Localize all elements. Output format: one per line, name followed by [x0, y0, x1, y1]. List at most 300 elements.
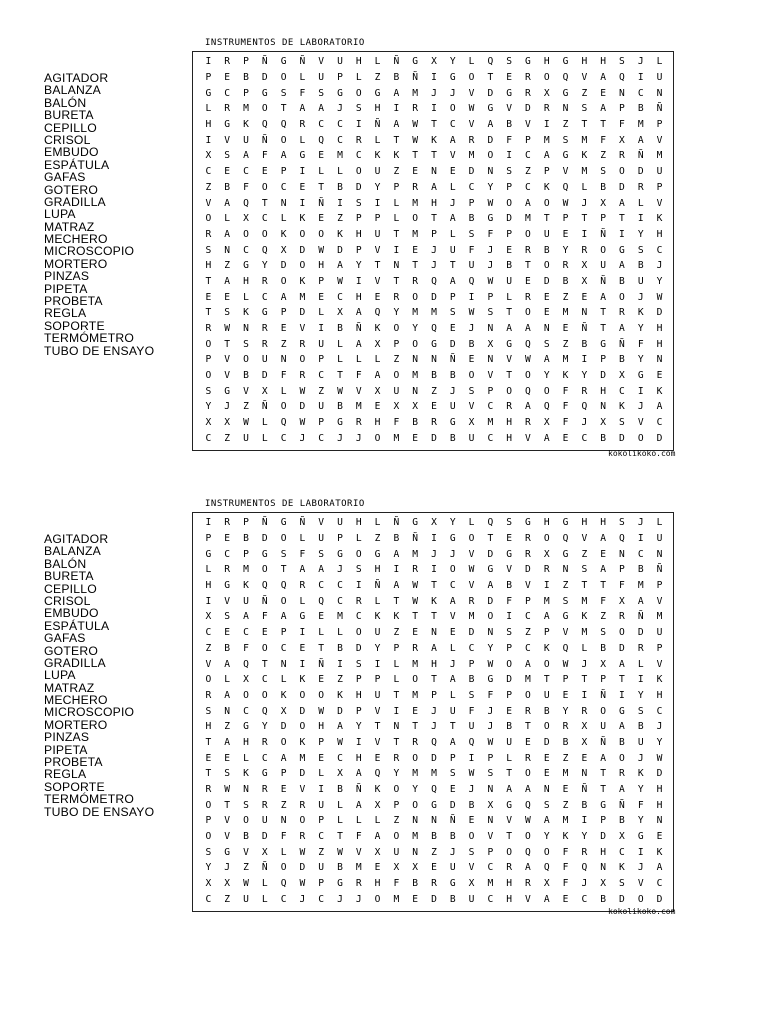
grid-cell: U [449, 244, 456, 256]
grid-cell: A [619, 721, 625, 733]
grid-cell: O [525, 228, 531, 240]
grid-cell: P [205, 72, 212, 84]
grid-cell: W [412, 595, 419, 607]
grid-cell: D [487, 87, 494, 99]
grid-cell: M [412, 768, 419, 780]
grid-cell: P [280, 307, 287, 319]
grid-cell: H [205, 260, 212, 272]
grid-cell: R [412, 736, 419, 748]
grid-cell: E [412, 432, 419, 444]
grid-cell: C [525, 611, 531, 623]
grid-cell: H [600, 56, 607, 68]
grid-cell: H [243, 736, 249, 748]
grid-cell: H [656, 228, 663, 240]
grid-row [199, 829, 669, 845]
grid-cell: J [431, 705, 437, 717]
grid-cell: J [637, 517, 644, 529]
grid-cell: T [318, 642, 325, 654]
grid-cell: P [506, 689, 513, 701]
grid-cell: T [581, 674, 588, 686]
grid-cell: R [619, 611, 625, 623]
grid-cell: U [318, 401, 325, 413]
grid-cell: L [656, 517, 663, 529]
grid-cell: X [581, 275, 588, 287]
grid-cell: K [656, 213, 663, 225]
word-list-item: ESPÁTULA [44, 157, 110, 172]
grid-cell: E [374, 862, 381, 874]
grid-cell: R [581, 705, 588, 717]
grid-cell: W [243, 417, 249, 429]
grid-cell: Q [318, 595, 325, 607]
grid-cell: O [619, 752, 625, 764]
grid-cell: H [355, 56, 362, 68]
grid-cell: G [506, 548, 513, 560]
grid-cell: O [280, 595, 287, 607]
grid-cell: F [243, 642, 249, 654]
grid-cell: V [525, 432, 531, 444]
grid-cell: L [337, 338, 343, 350]
grid-cell: G [525, 56, 531, 68]
grid-cell: E [449, 323, 456, 335]
grid-cell: X [412, 401, 419, 413]
grid-cell: M [337, 611, 343, 623]
grid-cell: O [506, 385, 513, 397]
grid-cell: B [581, 338, 588, 350]
grid-cell: Y [487, 181, 494, 193]
grid-cell: C [525, 642, 531, 654]
grid-cell: N [280, 658, 287, 670]
grid-cell: E [299, 642, 306, 654]
grid-cell: L [581, 181, 588, 193]
grid-cell: C [355, 150, 362, 162]
grid-cell: W [299, 385, 306, 397]
grid-cell: Z [562, 338, 569, 350]
grid-cell: F [487, 689, 494, 701]
grid-cell: B [600, 181, 607, 193]
grid-cell: U [337, 56, 343, 68]
grid-cell: D [600, 370, 607, 382]
grid-cell: O [261, 642, 268, 654]
grid-cell: I [299, 197, 306, 209]
grid-cell: C [261, 752, 268, 764]
grid-cell: F [355, 831, 362, 843]
grid-cell: W [656, 752, 663, 764]
grid-cell: P [355, 244, 362, 256]
grid-cell: P [318, 878, 325, 890]
grid-cell: O [355, 548, 362, 560]
grid-cell: U [637, 275, 644, 287]
word-list-item: BALANZA [44, 544, 101, 559]
grid-cell: V [562, 166, 569, 178]
grid-cell: M [412, 831, 419, 843]
grid-cell: O [205, 831, 212, 843]
grid-cell: E [280, 323, 287, 335]
grid-cell: L [224, 213, 231, 225]
grid-cell: R [543, 564, 550, 576]
grid-cell: A [337, 260, 343, 272]
grid-cell: U [543, 228, 550, 240]
grid-cell: X [337, 768, 343, 780]
grid-cell: O [243, 815, 249, 827]
grid-row [199, 321, 669, 337]
grid-cell: R [393, 752, 400, 764]
grid-cell: P [656, 181, 663, 193]
grid-cell: V [656, 197, 663, 209]
grid-cell: Y [637, 323, 644, 335]
grid-cell: O [637, 893, 644, 905]
grid-cell: N [600, 862, 607, 874]
grid-cell: H [318, 721, 325, 733]
grid-cell: A [299, 564, 306, 576]
grid-cell: K [393, 611, 400, 623]
grid-cell: R [261, 338, 268, 350]
grid-cell: V [449, 150, 456, 162]
grid-cell: D [261, 72, 268, 84]
word-list-item: LUPA [44, 668, 76, 683]
grid-cell: G [619, 244, 625, 256]
grid-cell: K [543, 642, 550, 654]
grid-cell: R [581, 846, 588, 858]
grid-cell: A [299, 103, 306, 115]
grid-cell: D [449, 799, 456, 811]
grid-cell: H [205, 119, 212, 131]
grid-cell: C [280, 642, 287, 654]
word-list-item: MICROSCOPIO [44, 244, 135, 259]
grid-cell: C [224, 548, 231, 560]
grid-cell: O [506, 846, 513, 858]
grid-cell: Y [637, 354, 644, 366]
grid-cell: M [412, 197, 419, 209]
grid-cell: Z [243, 862, 249, 874]
grid-row [199, 211, 669, 227]
grid-cell: V [374, 705, 381, 717]
grid-cell: N [431, 354, 437, 366]
grid-row [199, 305, 669, 321]
grid-cell: D [619, 432, 625, 444]
grid-cell: Ñ [656, 564, 663, 576]
grid-cell: O [280, 862, 287, 874]
grid-cell: Q [431, 275, 437, 287]
grid-cell: B [337, 642, 343, 654]
grid-cell: C [656, 878, 663, 890]
grid-row [199, 562, 669, 578]
grid-cell: W [487, 275, 494, 287]
grid-cell: L [374, 56, 381, 68]
grid-cell: D [299, 768, 306, 780]
grid-row [199, 625, 669, 641]
grid-cell: U [449, 862, 456, 874]
grid-cell: K [374, 784, 381, 796]
grid-cell: M [412, 548, 419, 560]
grid-cell: E [224, 627, 231, 639]
grid-cell: H [506, 878, 513, 890]
grid-cell: H [355, 291, 362, 303]
grid-cell: K [656, 385, 663, 397]
grid-cell: J [299, 893, 306, 905]
grid-row [199, 70, 669, 86]
grid-cell: O [468, 831, 475, 843]
grid-cell: A [487, 119, 494, 131]
grid-cell: S [224, 611, 231, 623]
letter-grid [192, 512, 674, 912]
grid-row [199, 195, 669, 211]
grid-cell: D [299, 705, 306, 717]
grid-row [199, 352, 669, 368]
grid-cell: M [487, 878, 494, 890]
grid-cell: B [337, 323, 343, 335]
grid-cell: W [337, 275, 343, 287]
grid-cell: H [355, 689, 362, 701]
grid-cell: V [224, 595, 231, 607]
grid-cell: Q [581, 862, 588, 874]
grid-cell: X [412, 862, 419, 874]
grid-cell: R [412, 103, 419, 115]
grid-cell: Ñ [261, 56, 268, 68]
grid-cell: R [299, 831, 306, 843]
grid-cell: E [318, 611, 325, 623]
grid-cell: L [581, 642, 588, 654]
grid-cell: W [224, 784, 231, 796]
grid-cell: B [637, 564, 644, 576]
grid-cell: L [374, 595, 381, 607]
grid-cell: T [431, 213, 437, 225]
grid-cell: J [449, 385, 456, 397]
grid-cell: L [355, 815, 362, 827]
grid-cell: J [449, 87, 456, 99]
grid-cell: Z [224, 721, 231, 733]
grid-cell: H [205, 721, 212, 733]
grid-cell: S [619, 417, 625, 429]
grid-cell: N [562, 564, 569, 576]
grid-cell: N [656, 548, 663, 560]
grid-cell: J [581, 197, 588, 209]
grid-cell: P [525, 595, 531, 607]
grid-cell: G [374, 548, 381, 560]
grid-cell: O [374, 893, 381, 905]
grid-cell: P [318, 275, 325, 287]
grid-cell: E [412, 705, 419, 717]
grid-cell: V [506, 103, 513, 115]
grid-cell: E [562, 228, 569, 240]
grid-cell: N [487, 166, 494, 178]
word-list-item: CEPILLO [44, 120, 97, 135]
grid-cell: P [393, 799, 400, 811]
grid-cell: B [449, 893, 456, 905]
grid-cell: J [656, 721, 663, 733]
grid-cell: E [374, 752, 381, 764]
grid-cell: R [261, 784, 268, 796]
grid-cell: A [449, 736, 456, 748]
grid-cell: Q [280, 878, 287, 890]
grid-cell: T [600, 784, 607, 796]
grid-cell: Q [261, 119, 268, 131]
grid-cell: E [562, 689, 569, 701]
word-list-item: SOPORTE [44, 779, 105, 794]
grid-row [199, 399, 669, 415]
grid-cell: T [581, 580, 588, 592]
grid-cell: D [656, 893, 663, 905]
word-list-item: BALANZA [44, 83, 101, 98]
grid-cell: T [619, 213, 625, 225]
grid-cell: M [412, 658, 419, 670]
grid-cell: I [431, 72, 437, 84]
grid-cell: C [487, 893, 494, 905]
grid-cell: U [656, 533, 663, 545]
grid-cell: Y [412, 784, 419, 796]
grid-cell: R [355, 595, 362, 607]
grid-cell: J [637, 291, 644, 303]
grid-cell: W [562, 197, 569, 209]
grid-cell: N [224, 705, 231, 717]
grid-cell: F [299, 87, 306, 99]
grid-cell: S [280, 87, 287, 99]
grid-cell: P [600, 815, 607, 827]
grid-cell: P [543, 627, 550, 639]
grid-cell: T [449, 721, 456, 733]
grid-cell: G [205, 87, 212, 99]
grid-cell: G [299, 150, 306, 162]
grid-cell: H [374, 564, 381, 576]
letter-grid [192, 51, 674, 451]
grid-cell: D [525, 564, 531, 576]
grid-cell: M [412, 370, 419, 382]
grid-cell: V [637, 417, 644, 429]
grid-cell: D [656, 768, 663, 780]
grid-cell: O [412, 338, 419, 350]
grid-cell: X [374, 338, 381, 350]
word-list-item: CEPILLO [44, 581, 97, 596]
grid-cell: J [337, 432, 343, 444]
grid-cell: T [337, 370, 343, 382]
grid-cell: T [487, 533, 494, 545]
grid-cell: Z [318, 385, 325, 397]
grid-cell: P [468, 197, 475, 209]
grid-cell: A [318, 103, 325, 115]
grid-cell: D [525, 103, 531, 115]
grid-cell: R [261, 799, 268, 811]
grid-cell: R [224, 103, 231, 115]
grid-cell: T [600, 768, 607, 780]
grid-cell: A [393, 119, 400, 131]
grid-cell: L [205, 103, 212, 115]
grid-cell: N [412, 846, 419, 858]
word-list-item: MATRAZ [44, 680, 95, 695]
grid-cell: S [205, 244, 212, 256]
grid-cell: M [562, 307, 569, 319]
site-credit: kokolikoko.com [608, 907, 676, 916]
grid-cell: L [318, 768, 325, 780]
grid-cell: I [637, 213, 644, 225]
grid-cell: R [299, 580, 306, 592]
grid-cell: O [468, 370, 475, 382]
grid-cell: R [525, 705, 531, 717]
grid-row [199, 782, 669, 798]
grid-cell: X [619, 134, 625, 146]
grid-cell: U [243, 893, 249, 905]
grid-cell: A [619, 784, 625, 796]
grid-cell: M [562, 768, 569, 780]
grid-cell: P [393, 338, 400, 350]
grid-cell: Ñ [261, 595, 268, 607]
grid-cell: A [600, 564, 607, 576]
grid-cell: V [525, 119, 531, 131]
grid-cell: B [637, 103, 644, 115]
grid-cell: J [449, 658, 456, 670]
grid-cell: L [374, 354, 381, 366]
grid-cell: D [656, 432, 663, 444]
grid-cell: I [431, 564, 437, 576]
grid-cell: F [468, 244, 475, 256]
grid-cell: L [468, 517, 475, 529]
grid-cell: L [261, 432, 268, 444]
grid-cell: A [543, 432, 550, 444]
grid-cell: P [205, 815, 212, 827]
grid-cell: P [393, 181, 400, 193]
grid-row [199, 609, 669, 625]
grid-cell: M [562, 815, 569, 827]
grid-cell: A [355, 768, 362, 780]
grid-cell: O [543, 533, 550, 545]
grid-cell: O [299, 689, 306, 701]
grid-cell: A [619, 260, 625, 272]
grid-cell: M [543, 595, 550, 607]
grid-cell: Ñ [374, 580, 381, 592]
grid-cell: R [412, 275, 419, 287]
grid-cell: R [581, 244, 588, 256]
grid-cell: G [506, 799, 513, 811]
grid-cell: Z [205, 181, 212, 193]
grid-cell: V [299, 784, 306, 796]
grid-cell: F [562, 401, 569, 413]
grid-cell: P [543, 166, 550, 178]
grid-cell: X [261, 385, 268, 397]
grid-cell: J [337, 103, 343, 115]
grid-cell: B [506, 260, 513, 272]
grid-row [199, 656, 669, 672]
grid-cell: G [619, 705, 625, 717]
grid-cell: J [487, 705, 494, 717]
grid-cell: J [337, 893, 343, 905]
grid-cell: A [449, 595, 456, 607]
grid-cell: I [581, 354, 588, 366]
grid-cell: B [600, 642, 607, 654]
grid-cell: V [243, 846, 249, 858]
grid-cell: O [355, 627, 362, 639]
grid-cell: O [525, 370, 531, 382]
grid-cell: P [487, 846, 494, 858]
grid-cell: E [318, 752, 325, 764]
grid-cell: S [600, 166, 607, 178]
grid-cell: S [355, 564, 362, 576]
grid-cell: G [449, 533, 456, 545]
grid-cell: O [205, 799, 212, 811]
grid-cell: K [637, 307, 644, 319]
grid-row [199, 431, 669, 447]
grid-cell: L [393, 197, 400, 209]
grid-cell: E [224, 533, 231, 545]
grid-cell: H [656, 323, 663, 335]
grid-cell: J [468, 323, 475, 335]
grid-cell: Q [619, 533, 625, 545]
grid-cell: X [468, 417, 475, 429]
grid-cell: C [656, 417, 663, 429]
grid-cell: I [637, 385, 644, 397]
grid-cell: M [412, 87, 419, 99]
grid-cell: V [374, 275, 381, 287]
grid-cell: P [280, 768, 287, 780]
grid-cell: L [449, 181, 456, 193]
grid-cell: W [337, 846, 343, 858]
